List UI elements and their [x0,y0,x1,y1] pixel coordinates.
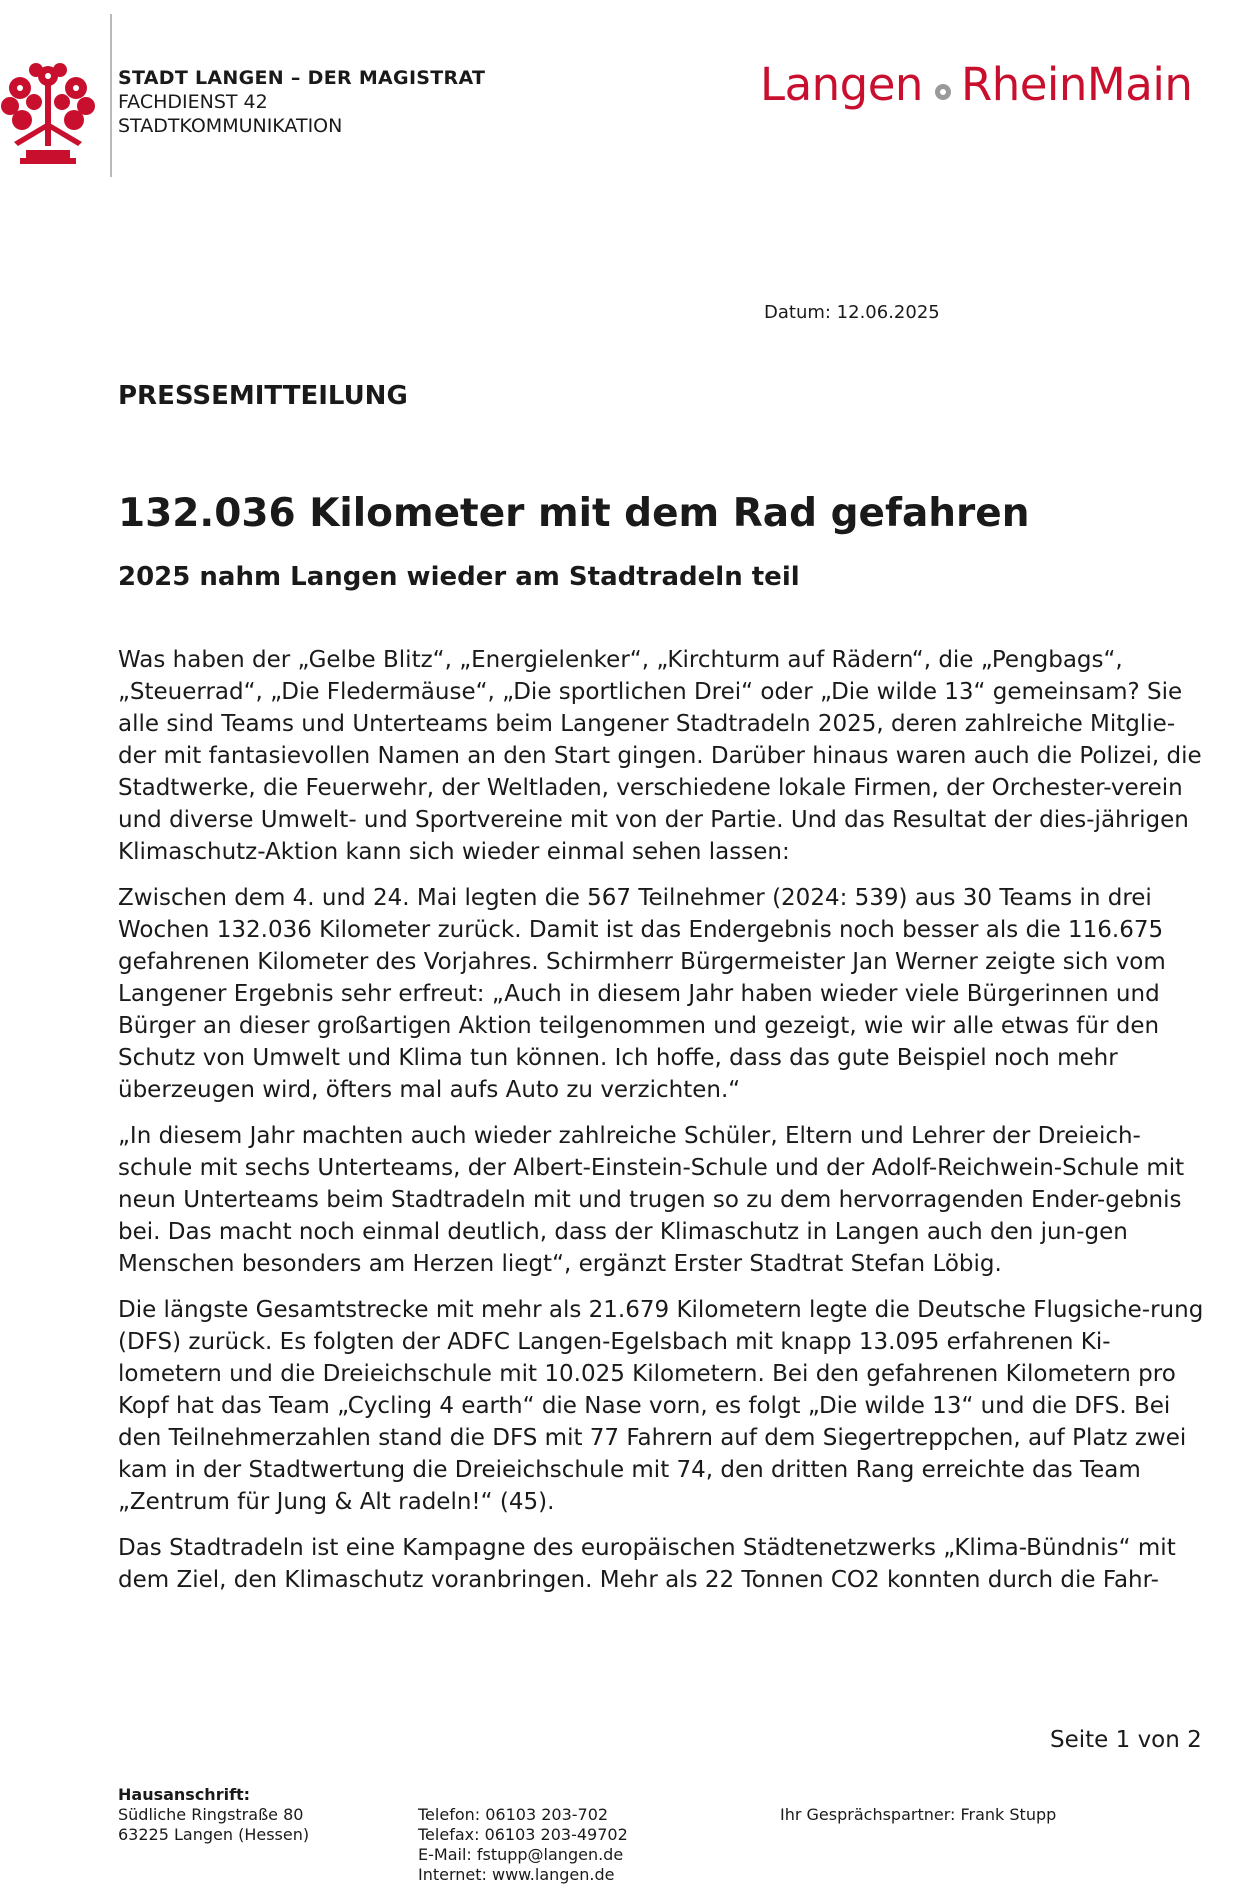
footer-phone: Telefon: 06103 203-702 [418,1805,609,1824]
paragraph: Zwischen dem 4. und 24. Mai legten die 567 Teilnehmer (2024: 539) aus 30 Teams in drei Wochen 132.036 Kilometer zurück. Damit ist das Endergebnis noch besser als die 116.675 gefahrenen Kilometer des Vorjahres. Schirmherr Bürgermeister Jan Werner zeigte sich vom Langener Ergebnis sehr erfreut: „Auch in diesem Jahr haben wieder viele Bürgerinnen und Bürger an dieser großartigen Aktion teilgenommen und gezeigt, wie wir alle etwas für den Schutz von Umwelt und Klima tun können. Ich hoffe, dass das gute Beispiel noch mehr überzeugen wird, öfters mal aufs Auto zu verzichten.“ [118,885,1166,1103]
org-unit: STADTKOMMUNIKATION [118,115,343,137]
city-crest-icon [0,62,96,166]
logo-dot-icon [935,84,951,100]
paragraph: „In diesem Jahr machten auch wieder zahlreiche Schüler, Eltern und Lehrer der Dreieich-schule mit sechs Unterteams, der Albert-Einstein-Schule und der Adolf-Reichwein-Schule mit neun Unterteams beim Stadtradeln mit und trugen so zu dem hervorragenden Ender-gebnis bei. Das macht noch einmal deutlich, dass der Klimaschutz in Langen auch den jun-gen Menschen besonders am Herzen liegt“, ergänzt Erster Stadtrat Stefan Löbig. [118,1123,1185,1277]
page-number: Seite 1 von 2 [1050,1727,1202,1753]
paragraph: Was haben der „Gelbe Blitz“, „Energielenker“, „Kirchturm auf Rädern“, die „Pengbags“, „Steuerrad“, „Die Fledermäuse“, „Die sportlichen Drei“ oder „Die wilde 13“ gemeinsam? Sie alle sind Teams und Unterteams beim Langener Stadtradeln 2025, deren zahlreiche Mitglie-der mit fantasievollen Namen an den Start gingen. Darüber hinaus waren auch die Polizei, die Stadtwerke, die Feuerwehr, der Weltladen, verschiedene lokale Firmen, der Orchester-verein und diverse Umwelt- und Sportvereine mit von der Partie. Und das Resultat der dies-jährigen Klimaschutz-Aktion kann sich wieder einmal sehen lassen: [118,647,1202,865]
org-name: STADT LANGEN – DER MAGISTRAT [118,67,486,89]
footer-web: Internet: www.langen.de [418,1865,615,1884]
langen-rheinmain-logo [760,56,1192,112]
footer-fax: Telefax: 06103 203-49702 [418,1825,628,1844]
logo-text-left: Langen [760,57,923,111]
subheadline: 2025 nahm Langen wieder am Stadtradeln teil [118,562,800,592]
document-date: Datum: 12.06.2025 [764,302,940,323]
footer-address [118,1805,309,1845]
logo-text-right: RheinMain [960,57,1193,111]
article-body [118,644,1208,1610]
header-divider [110,14,112,177]
org-department: FACHDIENST 42 [118,91,268,113]
organization-block [118,66,485,138]
document-type: PRESSEMITTEILUNG [118,381,408,411]
paragraph: Das Stadtradeln ist eine Kampagne des europäischen Städtenetzwerks „Klima-Bündnis“ mit dem Ziel, den Klimaschutz voranbringen. Mehr als 22 Tonnen CO2 konnten durch die Fahr- [118,1535,1176,1593]
footer-email: E-Mail: fstupp@langen.de [418,1845,624,1864]
paragraph: Die längste Gesamtstrecke mit mehr als 21.679 Kilometern legte die Deutsche Flugsiche-rung (DFS) zurück. Es folgten der ADFC Langen-Egelsbach mit knapp 13.095 erfahrenen Ki-lometern und die Dreieichschule mit 10.025 Kilometern. Bei den gefahrenen Kilometern pro Kopf hat das Team „Cycling 4 earth“ die Nase vorn, es folgt „Die wilde 13“ und die DFS. Bei den Teilnehmerzahlen stand die DFS mit 77 Fahrern auf dem Siegertreppchen, auf Platz zwei kam in der Stadtwertung die Dreieichschule mit 74, den dritten Rang erreichte das Team „Zentrum für Jung & Alt radeln!“ (45). [118,1297,1204,1515]
footer-contact-person: Ihr Gesprächspartner: Frank Stupp [780,1805,1057,1824]
footer-contact-details [418,1805,628,1885]
address-city: 63225 Langen (Hessen) [118,1825,310,1844]
headline: 132.036 Kilometer mit dem Rad gefahren [118,491,1030,536]
address-street: Südliche Ringstraße 80 [118,1805,304,1824]
footer-heading: Hausanschrift: [118,1785,251,1804]
